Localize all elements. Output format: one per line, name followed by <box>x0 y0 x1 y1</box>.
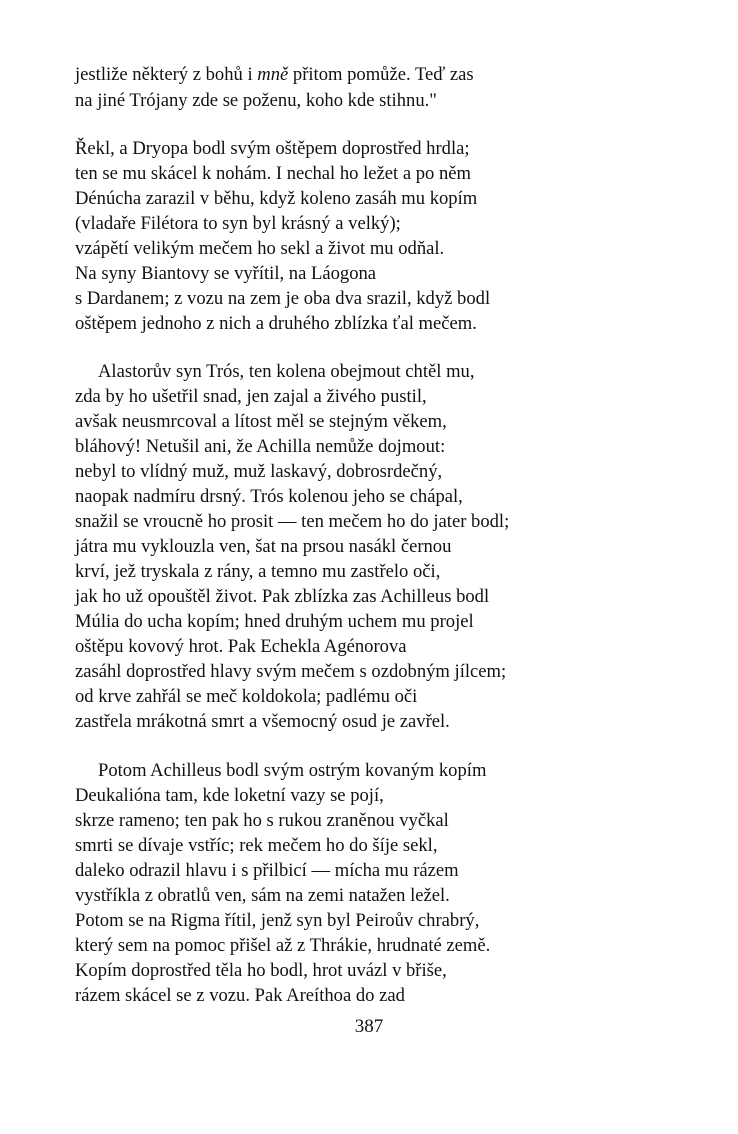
verse-line: vzápětí velikým mečem ho sekl a život mu odňal. <box>75 238 445 259</box>
verse-line: jak ho už opouštěl život. Pak zblízka zas Achilleus bodl <box>75 586 490 607</box>
verse-line: Deukalióna tam, kde loketní vazy se pojí, <box>75 785 384 806</box>
verse-line: skrze rameno; ten pak ho s rukou zraněnou vyčkal <box>75 810 449 831</box>
verse-line: na jiné Trójany zde se poženu, koho kde stihnu." <box>75 90 437 111</box>
verse-line: krví, jež tryskala z rány, a temno mu zastřelo oči, <box>75 561 441 582</box>
verse-line: avšak neusmrcoval a lítost měl se stejným věkem, <box>75 411 447 432</box>
verse-line: Potom Achilleus bodl svým ostrým kovaným kopím <box>98 760 487 781</box>
verse-line: bláhový! Netušil ani, že Achilla nemůže dojmout: <box>75 436 446 457</box>
verse-line: který sem na pomoc přišel až z Thrákie, hrudnaté země. <box>75 935 491 956</box>
verse-line: oštěpem jednoho z nich a druhého zblízka ťal mečem. <box>75 313 477 334</box>
verse-line: od krve zahřál se meč koldokola; padlému oči <box>75 686 418 707</box>
verse-line: ten se mu skácel k nohám. I nechal ho ležet a po něm <box>75 163 472 184</box>
verse-line: Alastorův syn Trós, ten kolena obejmout chtěl mu, <box>98 361 475 382</box>
verse-line: (vladaře Filétora to syn byl krásný a velký); <box>75 213 401 234</box>
verse-line: Řekl, a Dryopa bodl svým oštěpem doprostřed hrdla; <box>75 138 470 159</box>
verse-line: rázem skácel se z vozu. Pak Areíthoa do zad <box>75 985 405 1006</box>
verse-line: Kopím doprostřed těla ho bodl, hrot uvázl v břiše, <box>75 960 447 981</box>
verse-line: s Dardanem; z vozu na zem je oba dva srazil, když bodl <box>75 288 491 309</box>
emphasized-word: mně <box>257 64 289 85</box>
verse-line: Dénúcha zarazil v běhu, když koleno zasáh mu kopím <box>75 188 478 209</box>
verse-line: játra mu vyklouzla ven, šat na prsou nasákl černou <box>75 536 452 557</box>
verse-line: nebyl to vlídný muž, muž laskavý, dobrosrdečný, <box>75 461 443 482</box>
verse-line: smrti se dívaje vstříc; rek mečem ho do šíje sekl, <box>75 835 438 856</box>
verse-line: snažil se vroucně ho prosit — ten mečem ho do jater bodl; <box>75 511 510 532</box>
verse-line: Na syny Biantovy se vyřítil, na Láogona <box>75 263 377 284</box>
verse-line: vystříkla z obratlů ven, sám na zemi natažen ležel. <box>75 885 450 906</box>
page-number: 387 <box>354 1016 384 1037</box>
verse-line: zda by ho ušetřil snad, jen zajal a živého pustil, <box>75 386 427 407</box>
verse-line: daleko odrazil hlavu i s přilbicí — mícha mu rázem <box>75 860 459 881</box>
verse-line: naopak nadmíru drsný. Trós kolenou jeho se chápal, <box>75 486 463 507</box>
verse-line: oštěpu kovový hrot. Pak Echekla Agénorova <box>75 636 407 657</box>
verse-line: zastřela mrákotná smrt a všemocný osud je zavřel. <box>75 711 450 732</box>
verse-line: Múlia do ucha kopím; hned druhým uchem mu projel <box>75 611 474 632</box>
verse-line: jestliže některý z bohů i mně přitom pomůže. Teď zas <box>75 64 474 85</box>
verse-line: zasáhl doprostřed hlavy svým mečem s ozdobným jílcem; <box>75 661 507 682</box>
verse-line: Potom se na Rigma řítil, jenž syn byl Peiroův chrabrý, <box>75 910 480 931</box>
